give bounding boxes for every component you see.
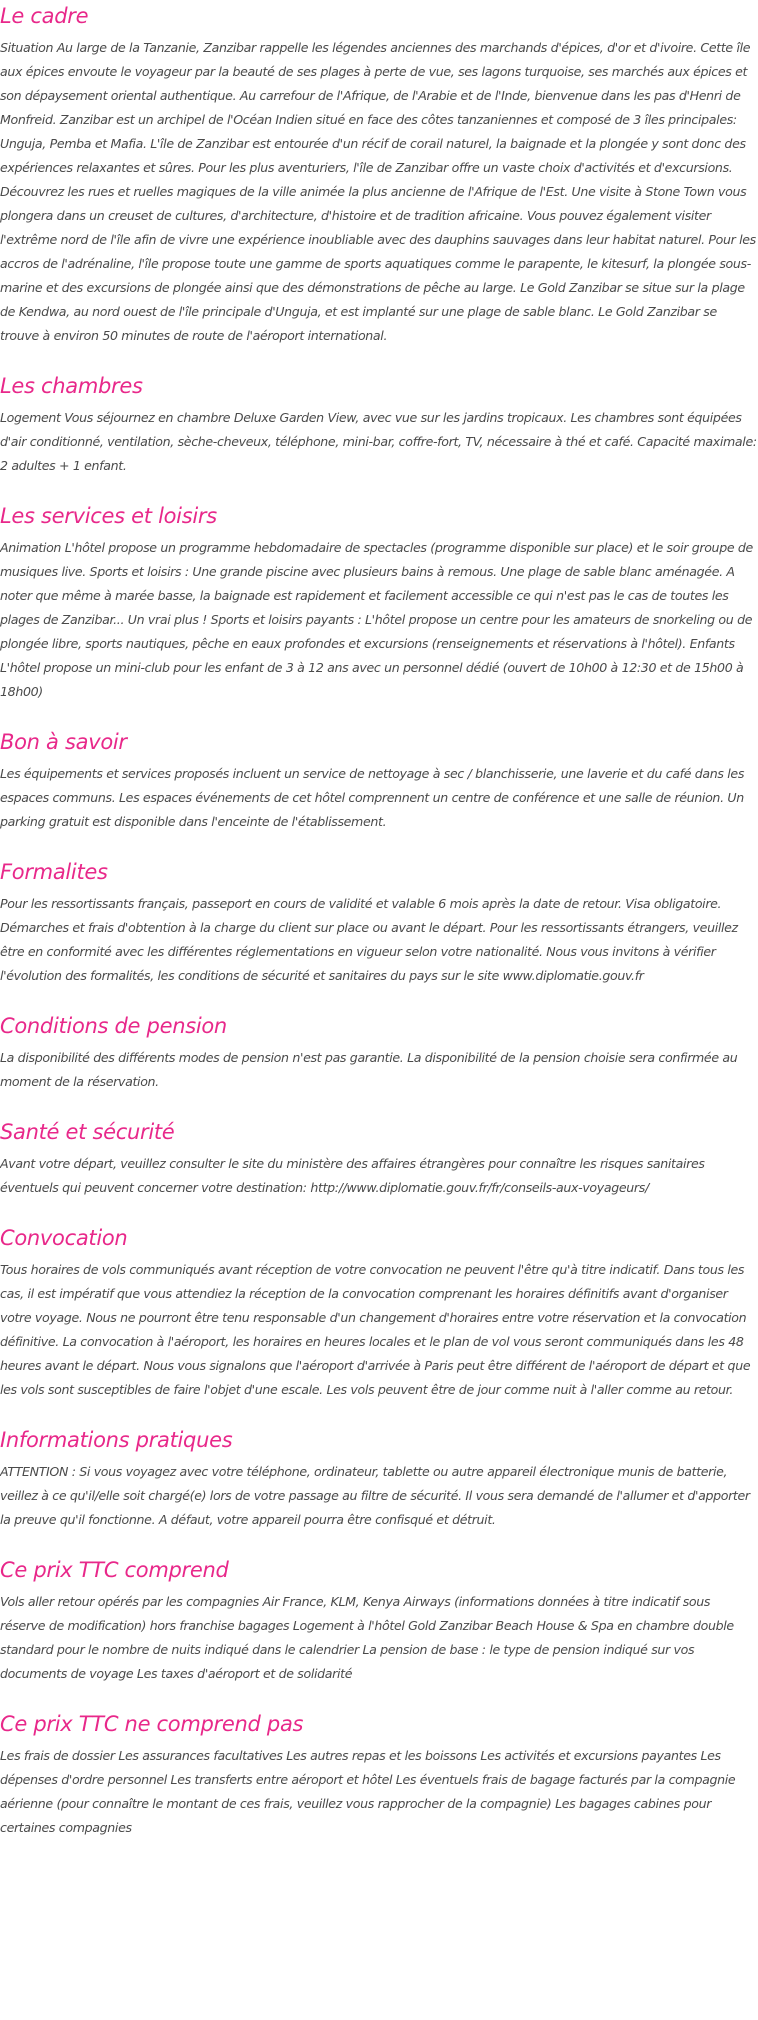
section-title: Santé et sécurité (0, 1120, 175, 1144)
section-sante-securite (0, 1116, 758, 1200)
section-title: Ce prix TTC ne comprend pas (0, 1712, 304, 1736)
section-title: Bon à savoir (0, 730, 127, 754)
section-formalites (0, 856, 758, 988)
section-title: Formalites (0, 860, 108, 884)
section-title: Le cadre (0, 4, 89, 28)
section-title: Ce prix TTC comprend (0, 1558, 229, 1582)
section-body: Logement Vous séjournez en chambre Deluxe Garden View, avec vue sur les jardins tropicaux. Les chambres sont équipées d'air conditionné, ventilation, sèche-cheveux, téléphone, mini-bar, coffre-fort, TV, nécessaire à thé et café. Capacité maximale: 2 adultes + 1 enfant. (0, 410, 757, 473)
section-body: ATTENTION : Si vous voyagez avec votre téléphone, ordinateur, tablette ou autre appareil électronique munis de batterie, veillez à ce qu'il/elle soit chargé(e) lors de votre passage au filtre de sécurité. Il vous sera demandé de l'allumer et d'apporter la preuve qu'il fonctionne. A défaut, votre appareil pourra être confisqué et détruit. (0, 1464, 750, 1527)
section-body: Pour les ressortissants français, passeport en cours de validité et valable 6 mois après la date de retour. Visa obligatoire. Démarches et frais d'obtention à la charge du client sur place ou avant le départ. Pour les ressortissants étrangers, veuillez être en conformité avec les différentes réglementations en vigueur selon votre nationalité. Nous vous invitons à vérifier l'évolution des formalités, les conditions de sécurité et sanitaires du pays sur le site www.diplomatie.gouv.fr (0, 896, 738, 983)
section-body: Les équipements et services proposés incluent un service de nettoyage à sec / blanchisserie, une laverie et du café dans les espaces communs. Les espaces événements de cet hôtel comprennent un centre de conférence et une salle de réunion. Un parking gratuit est disponible dans l'enceinte de l'établissement. (0, 766, 745, 829)
section-services-loisirs (0, 500, 758, 704)
section-title: Conditions de pension (0, 1014, 227, 1038)
section-body: Vols aller retour opérés par les compagnies Air France, KLM, Kenya Airways (informations données à titre indicatif sous réserve de modification) hors franchise bagages Logement à l'hôtel Gold Zanzibar Beach House & Spa en chambre double standard pour le nombre de nuits indiqué dans le calendrier La pension de base : le type de pension indiqué sur vos documents de voyage Les taxes d'aéroport et de solidarité (0, 1594, 734, 1681)
section-convocation (0, 1222, 758, 1402)
section-informations-pratiques (0, 1424, 758, 1532)
section-body: Animation L'hôtel propose un programme hebdomadaire de spectacles (programme disponible sur place) et le soir groupe de musiques live. Sports et loisirs : Une grande piscine avec plusieurs bains à remous. Une plage de sable blanc aménagée. A noter que même à marée basse, la baignade est rapidement et facilement accessible ce qui n'est pas le cas de toutes les plages de Zanzibar... Un vrai plus ! Sports et loisirs payants : L'hôtel propose un centre pour les amateurs de snorkeling ou de plongée libre, sports nautiques, pêche en eaux profondes et excursions (renseignements et réservations à l'hôtel). Enfants L'hôtel propose un mini-club pour les enfant de 3 à 12 ans avec un personnel dédié (ouvert de 10h00 à 12:30 et de 15h00 à 18h00) (0, 540, 753, 699)
section-body: Avant votre départ, veuillez consulter le site du ministère des affaires étrangères pour connaître les risques sanitaires éventuels qui peuvent concerner votre destination: http://www.diplomatie.gouv.fr/fr/conseils-aux-voyageurs/ (0, 1156, 705, 1195)
section-title: Les chambres (0, 374, 143, 398)
section-title: Convocation (0, 1226, 128, 1250)
section-body: Situation Au large de la Tanzanie, Zanzibar rappelle les légendes anciennes des marchands d'épices, d'or et d'ivoire. Cette île aux épices envoute le voyageur par la beauté de ses plages à perte de vue, ses lagons turquoise, ses marchés aux épices et son dépaysement oriental authentique. Au carrefour de l'Afrique, de l'Arabie et de l'Inde, bienvenue dans les pas d'Henri de Monfreid. Zanzibar est un archipel de l'Océan Indien situé en face des côtes tanzaniennes et composé de 3 îles principales: Unguja, Pemba et Mafia. L'île de Zanzibar est entourée d'un récif de corail naturel, la baignade et la plongée y sont donc des expériences relaxantes et sûres. Pour les plus aventuriers, l'île de Zanzibar offre un vaste choix d'activités et d'excursions. Découvrez les rues et ruelles magiques de la ville animée la plus ancienne de l'Afrique de l'Est. Une visite à Stone Town vous plongera dans un creuset de cultures, d'architecture, d'histoire et de tradition africaine. Vous pouvez également visiter l'extrême nord de l'île afin de vivre une expérience inoubliable avec des dauphins sauvages dans leur habitat naturel. Pour les accros de l'adrénaline, l'île propose toute une gamme de sports aquatiques comme le parapente, le kitesurf, la plongée sous-marine et des excursions de plongée ainsi que des démonstrations de pêche au large. Le Gold Zanzibar se situe sur la plage de Kendwa, au nord ouest de l'île principale d'Unguja, et est implanté sur une plage de sable blanc. Le Gold Zanzibar se trouve à environ 50 minutes de route de l'aéroport international. (0, 40, 756, 343)
section-title: Informations pratiques (0, 1428, 233, 1452)
section-prix-comprend (0, 1554, 758, 1686)
section-conditions-pension (0, 1010, 758, 1094)
section-bon-a-savoir (0, 726, 758, 834)
section-body: La disponibilité des différents modes de pension n'est pas garantie. La disponibilité de la pension choisie sera confirmée au moment de la réservation. (0, 1050, 738, 1089)
section-le-cadre (0, 0, 758, 348)
section-title: Les services et loisirs (0, 504, 217, 528)
section-body: Les frais de dossier Les assurances facultatives Les autres repas et les boissons Les activités et excursions payantes Les dépenses d'ordre personnel Les transferts entre aéroport et hôtel Les éventuels frais de bagage facturés par la compagnie aérienne (pour connaître le montant de ces frais, veuillez vous rapprocher de la compagnie) Les bagages cabines pour certaines compagnies (0, 1748, 736, 1835)
section-prix-ne-comprend-pas (0, 1708, 758, 1840)
section-les-chambres (0, 370, 758, 478)
section-body: Tous horaires de vols communiqués avant réception de votre convocation ne peuvent l'être qu'à titre indicatif. Dans tous les cas, il est impératif que vous attendiez la réception de la convocation comprenant les horaires définitifs avant d'organiser votre voyage. Nous ne pourront être tenu responsable d'un changement d'horaires entre votre réservation et la convocation définitive. La convocation à l'aéroport, les horaires en heures locales et le plan de vol vous seront communiqués dans les 48 heures avant le départ. Nous vous signalons que l'aéroport d'arrivée à Paris peut être différent de l'aéroport de départ et que les vols sont susceptibles de faire l'objet d'une escale. Les vols peuvent être de jour comme nuit à l'aller comme au retour. (0, 1262, 751, 1397)
